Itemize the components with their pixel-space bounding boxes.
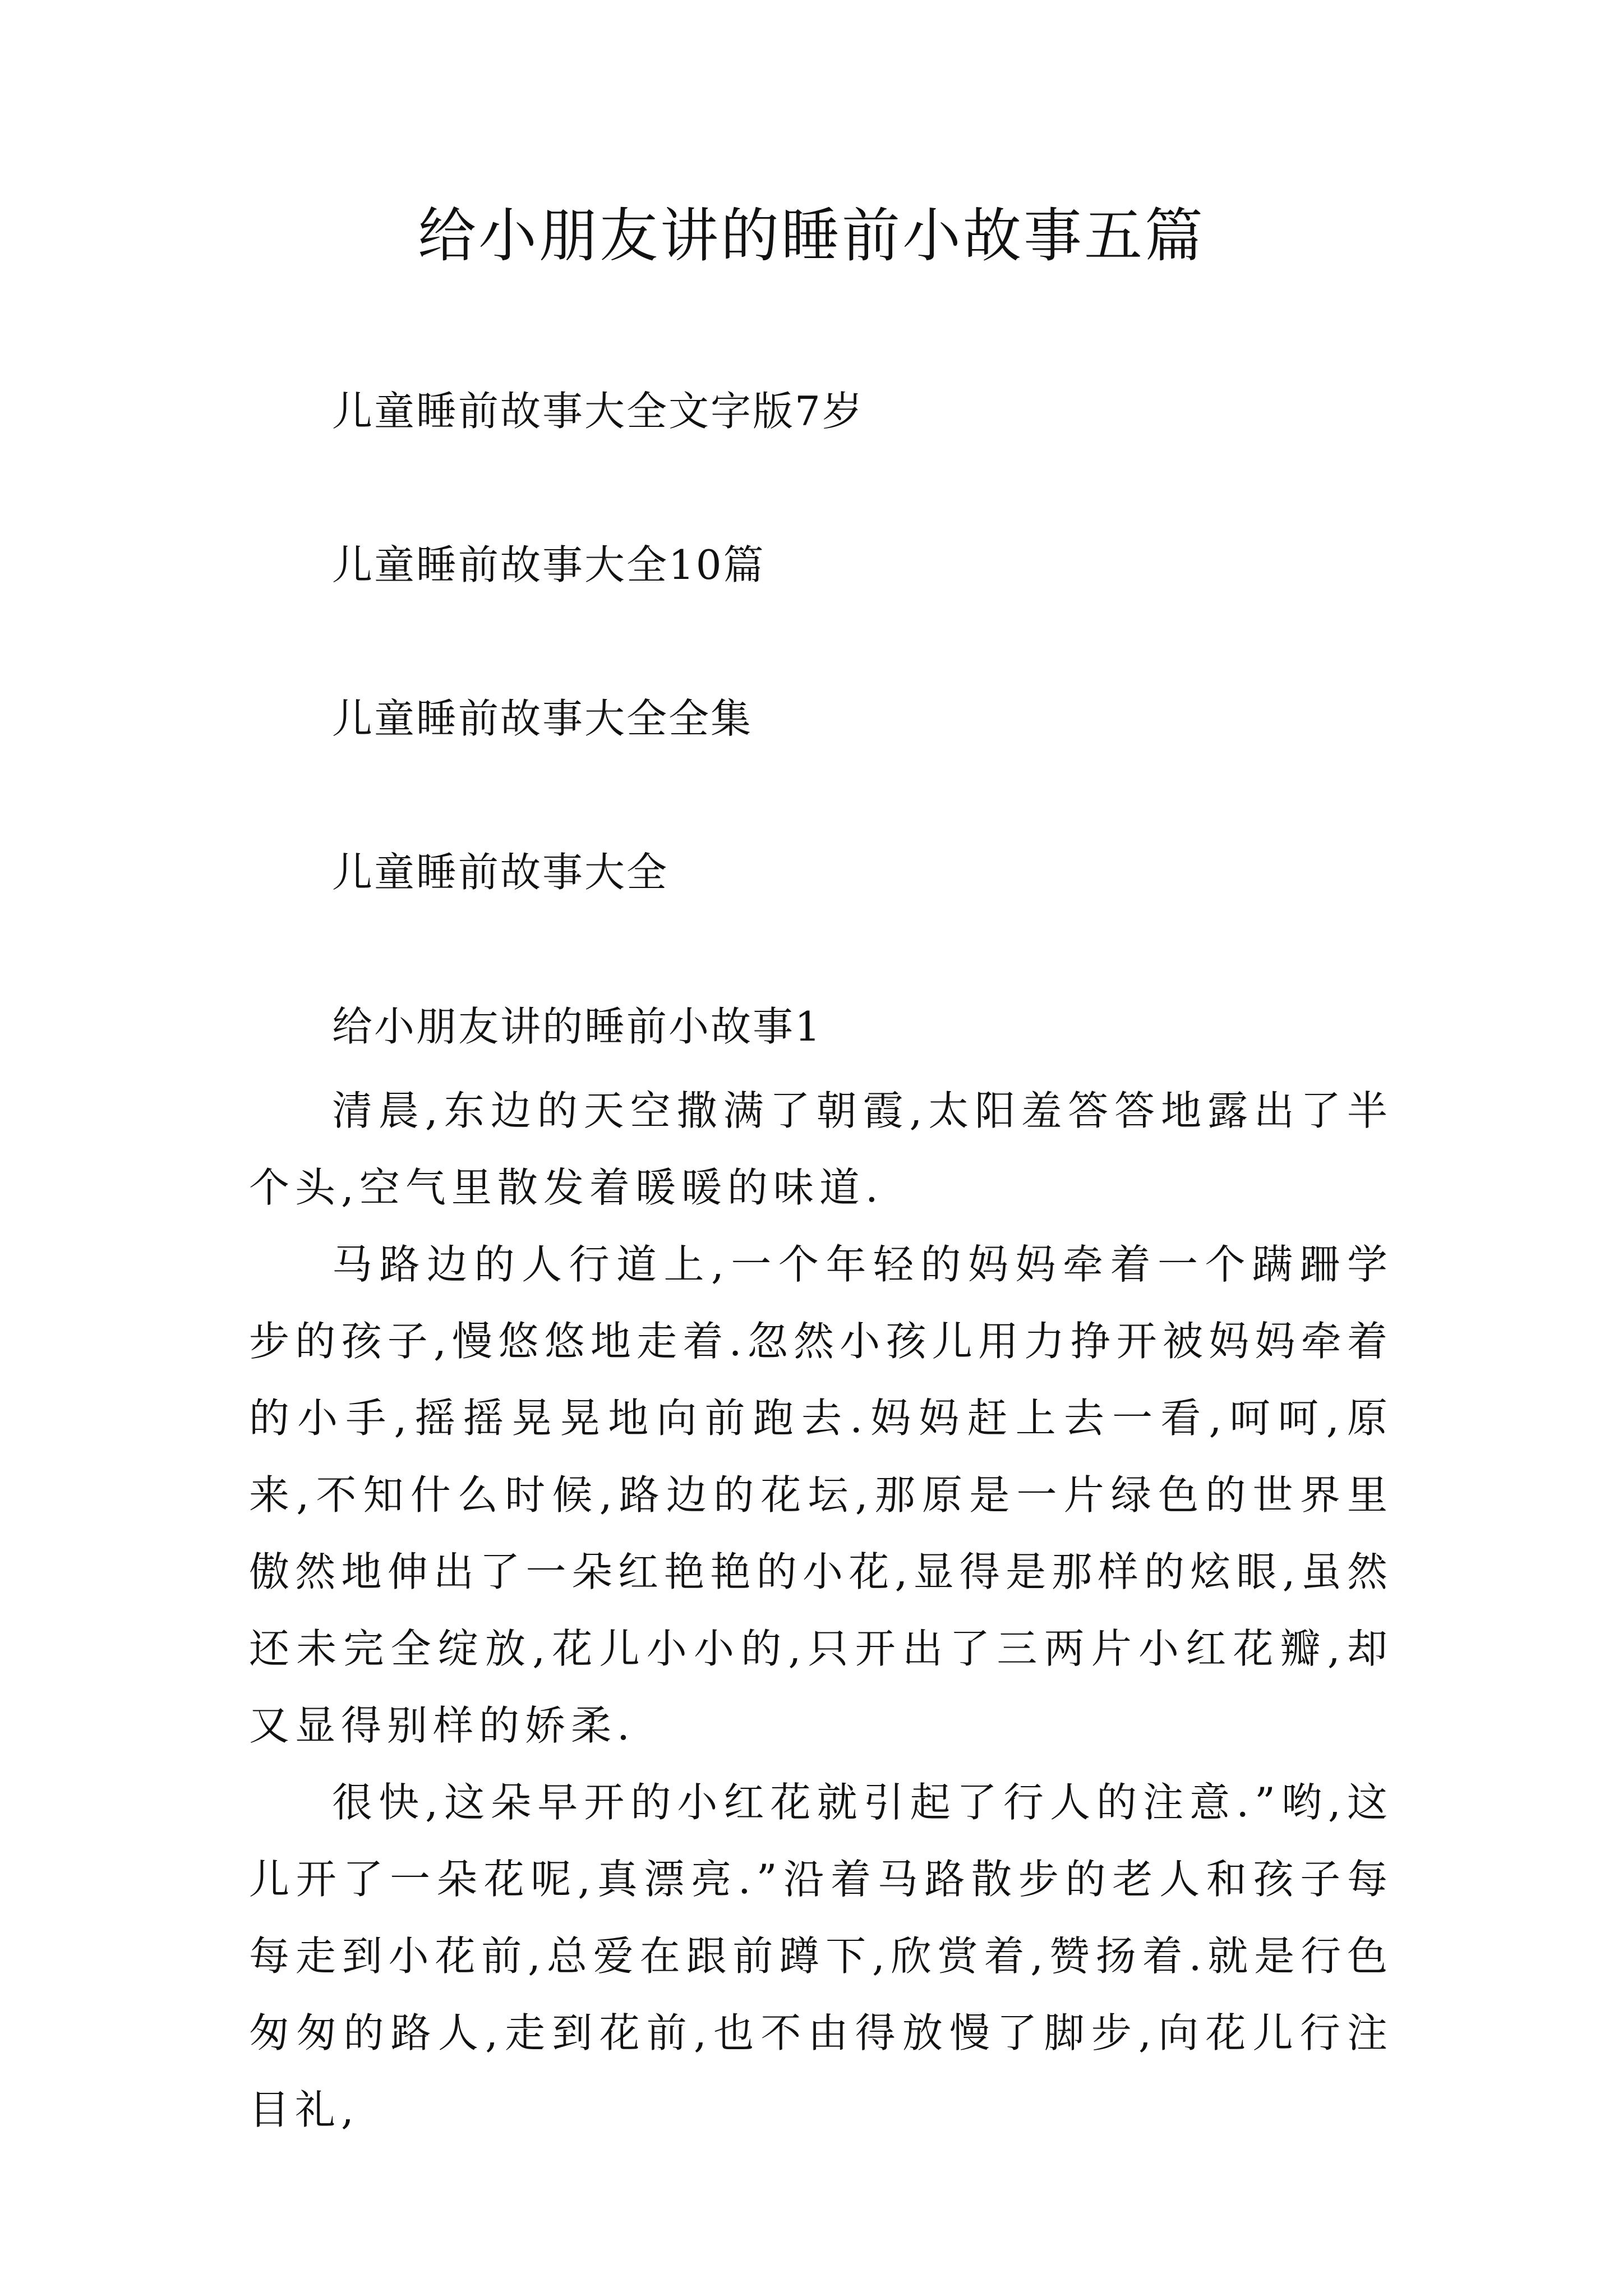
story-body: [249, 1073, 1393, 2148]
document-title: 给小朋友讲的睡前小故事五篇: [417, 201, 1205, 270]
story-paragraph-1: 清晨,东边的天空撒满了朝霞,太阳羞答答地露出了半个头,空气里散发着暖暖的味道.: [249, 1087, 1393, 1211]
story-paragraph-2: 马路边的人行道上,一个年轻的妈妈牵着一个蹒跚学步的孩子,慢悠悠地走着.忽然小孩儿用力挣开被妈妈牵着的小手,摇摇晃晃地向前跑去.妈妈赶上去一看,呵呵,原来,不知什么时候,路边的花坛,那原是一片绿色的世界里傲然地伸出了一朵红艳艳的小花,显得是那样的炫眼,虽然还未完全绽放,花儿小小的,只开出了三两片小红花瓣,却又显得别样的娇柔.: [249, 1241, 1393, 1749]
story-heading: 给小朋友讲的睡前小故事1: [332, 1003, 822, 1050]
related-link-3[interactable]: 儿童睡前故事大全全集: [332, 695, 753, 742]
related-link-2[interactable]: 儿童睡前故事大全10篇: [332, 541, 766, 588]
story-paragraph-3: 很快,这朵早开的小红花就引起了行人的注意.”哟,这儿开了一朵花呢,真漂亮.”沿着马路散步的老人和孩子每每走到小花前,总爱在跟前蹲下,欣赏着,赞扬着.就是行色匆匆的路人,走到花前,也不由得放慢了脚步,向花儿行注目礼,: [249, 1779, 1393, 2133]
related-link-4[interactable]: 儿童睡前故事大全: [332, 849, 669, 896]
related-link-1[interactable]: 儿童睡前故事大全文字版7岁: [332, 388, 864, 435]
